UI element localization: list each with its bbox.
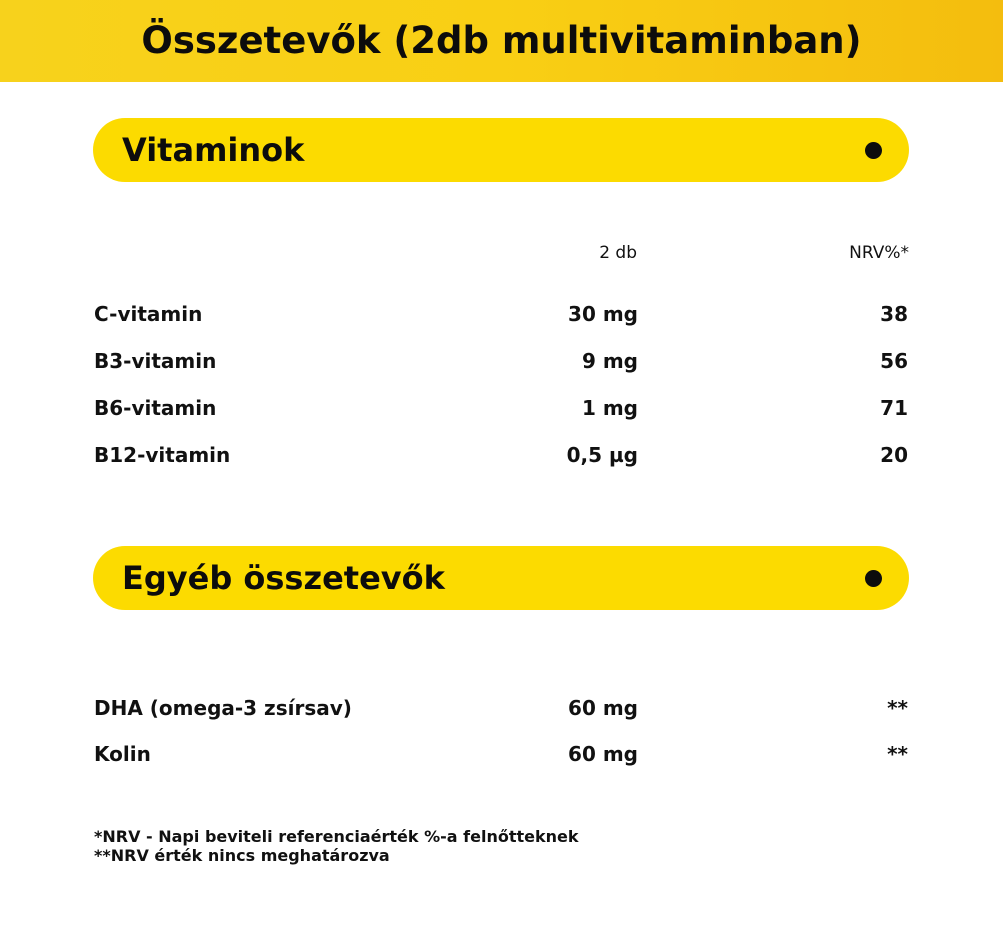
- footnote-nrv-undefined: **NRV érték nincs meghatározva: [94, 846, 390, 865]
- ingredient-nrv: 38: [880, 302, 908, 326]
- ingredient-name: Kolin: [94, 742, 151, 766]
- ingredient-quantity: 0,5 µg: [566, 443, 638, 467]
- column-header-nrv: NRV%*: [849, 243, 909, 263]
- ingredient-name: B6-vitamin: [94, 396, 217, 420]
- table-row: [93, 741, 909, 767]
- ingredient-nrv: **: [887, 742, 908, 766]
- ingredient-name: DHA (omega-3 zsírsav): [94, 696, 352, 720]
- bullet-dot-icon: [865, 570, 882, 587]
- ingredient-quantity: 9 mg: [581, 349, 638, 373]
- table-row: [93, 301, 909, 327]
- section-header-vitamins: [93, 118, 909, 182]
- ingredient-nrv: **: [887, 696, 908, 720]
- ingredient-quantity: 1 mg: [581, 396, 638, 420]
- bullet-dot-icon: [865, 142, 882, 159]
- footnote-nrv-definition: *NRV - Napi beviteli referenciaérték %-a felnőtteknek: [94, 827, 579, 846]
- ingredient-name: C-vitamin: [94, 302, 203, 326]
- ingredient-quantity: 60 mg: [568, 696, 638, 720]
- table-row: [93, 442, 909, 468]
- page-title: Összetevők (2db multivitaminban): [141, 19, 862, 62]
- ingredient-nrv: 56: [880, 349, 908, 373]
- header-banner: [0, 0, 1003, 82]
- section-title-other: Egyéb összetevők: [122, 559, 445, 597]
- ingredient-nrv: 71: [880, 396, 908, 420]
- ingredient-nrv: 20: [880, 443, 908, 467]
- table-row: [93, 395, 909, 421]
- ingredient-name: B3-vitamin: [94, 349, 217, 373]
- section-header-other: [93, 546, 909, 610]
- ingredient-quantity: 60 mg: [568, 742, 638, 766]
- ingredient-quantity: 30 mg: [568, 302, 638, 326]
- section-title-vitamins: Vitaminok: [122, 131, 305, 169]
- table-row: [93, 695, 909, 721]
- table-row: [93, 348, 909, 374]
- ingredient-name: B12-vitamin: [94, 443, 231, 467]
- column-header-quantity: 2 db: [599, 243, 637, 263]
